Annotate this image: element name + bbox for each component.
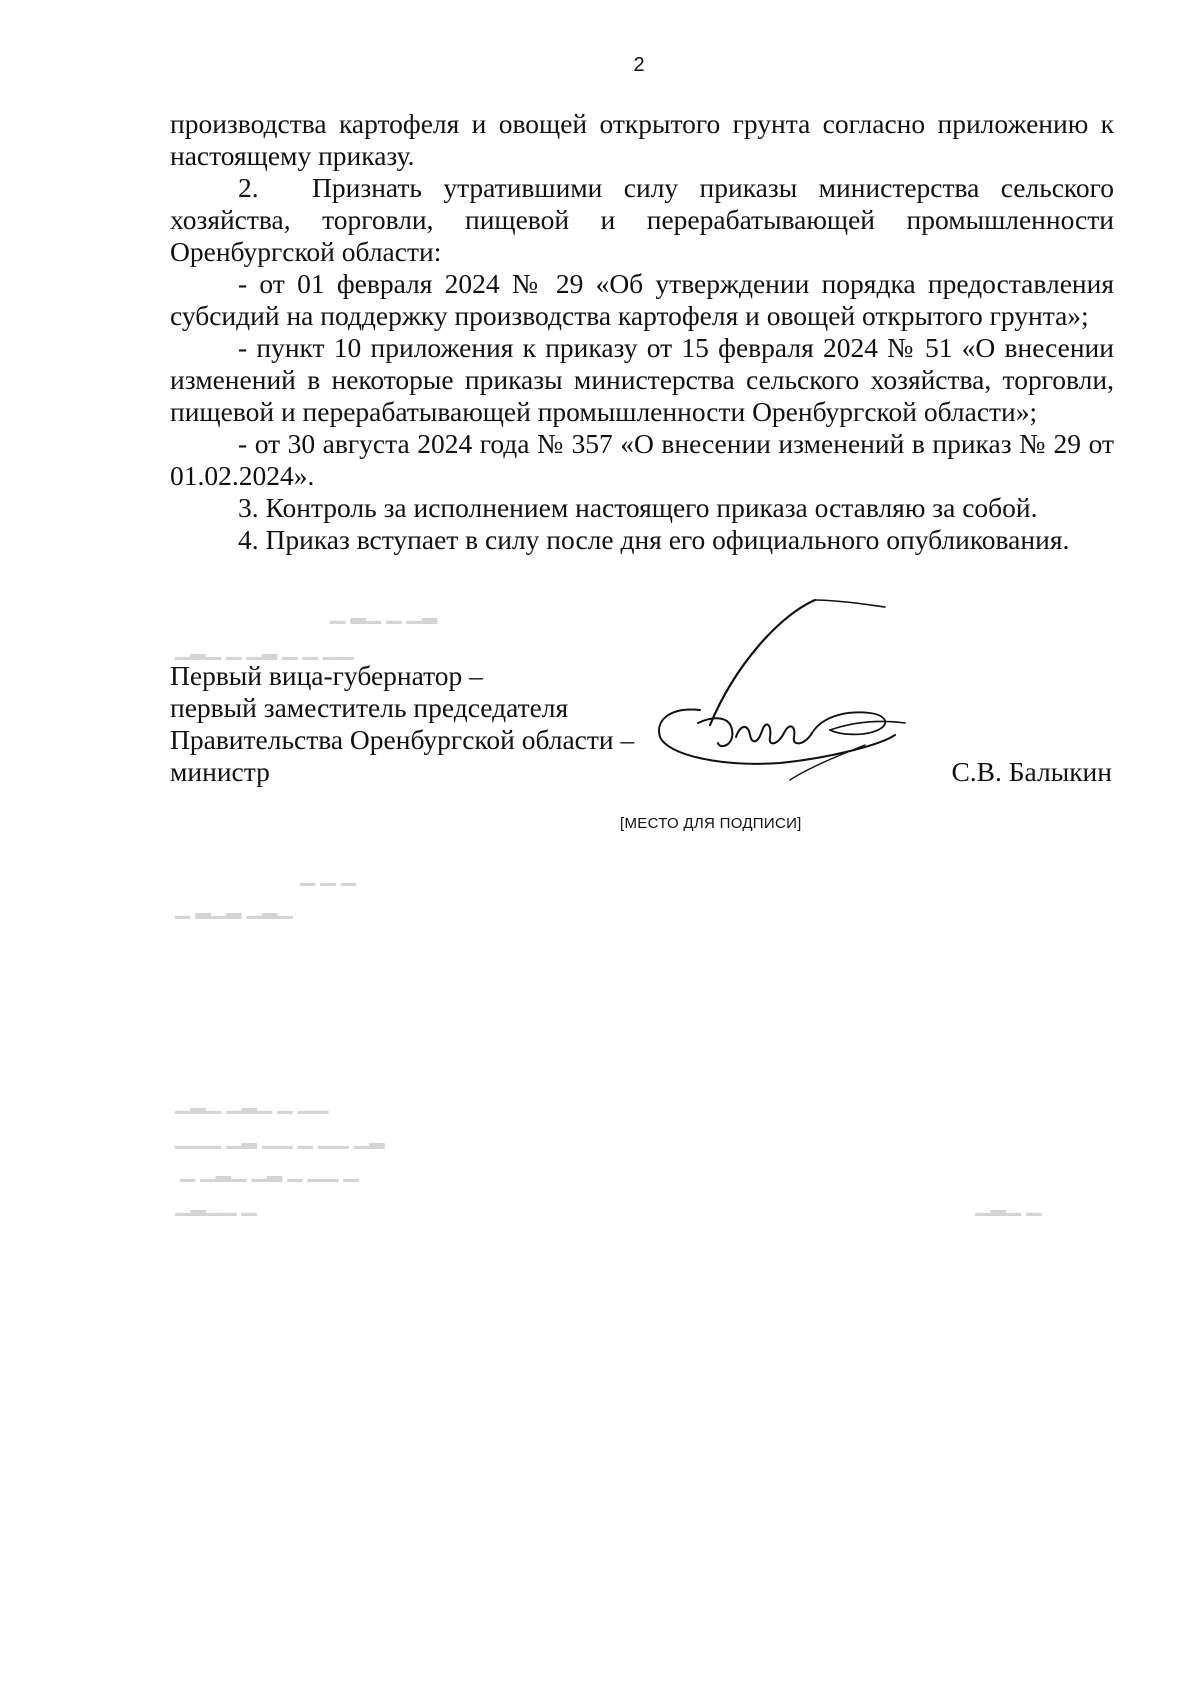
- signatory-title-line-2: первый заместитель председателя: [170, 692, 569, 723]
- item-2-text: Признать утратившими силу приказы министерства сельского хозяйства, торговли, пищевой и перерабатывающей промышленности Оренбургской области:: [170, 172, 1114, 267]
- signatory-title-line-3: Правительства Оренбургской области –: [170, 724, 635, 755]
- paragraph-item-2: [170, 172, 1114, 268]
- signature-placeholder: [МЕСТО ДЛЯ ПОДПИСИ]: [620, 815, 802, 832]
- bleed-through-mark: ▁ ▁▂▁ ▁▂ ▁ ▁▁ ▁: [180, 1160, 359, 1182]
- paragraph-continuation: производства картофеля и овощей открытого грунта согласно приложению к настоящему приказу.: [170, 108, 1114, 171]
- paragraph-item-4: 4. Приказ вступает в силу после дня его официального опубликования.: [238, 524, 1070, 555]
- page-number: 2: [633, 54, 645, 76]
- paragraph-sub-1: - от 01 февраля 2024 № 29 «Об утверждении порядка предоставления субсидий на поддержку производства картофеля и овощей открытого грунта»;: [170, 268, 1114, 331]
- paragraph-sub-3: - от 30 августа 2024 года № 357 «О внесении изменений в приказ № 29 от 01.02.2024».: [170, 428, 1114, 491]
- signatory-title-block: [170, 660, 634, 788]
- bleed-through-mark: ▁▁▁ ▁▂ ▁▁ ▁ ▁▁ ▁▂: [175, 1127, 385, 1149]
- bleed-through-mark: ▁ ▁ ▁: [300, 864, 357, 886]
- bleed-through-mark: ▁▂▁ ▁ ▁▂ ▁ ▁ ▁▁: [175, 638, 354, 660]
- bleed-through-mark: ▁▂▁ ▁▂▁ ▁ ▁▁: [175, 1092, 329, 1114]
- bleed-through-mark: ▁▂▁▁ ▁: [175, 1194, 257, 1216]
- item-2-number: 2.: [238, 172, 259, 203]
- paragraph-sub-2: - пункт 10 приложения к приказу от 15 февраля 2024 № 51 «О внесении изменений в некоторые приказы министерства сельского хозяйства, торговли, пищевой и перерабатывающей промышленности Оренбургской области»;: [170, 332, 1114, 427]
- handwritten-signature: [640, 595, 940, 795]
- bleed-through-mark: ▁▂▁ ▁: [975, 1194, 1042, 1216]
- signatory-title-line-4: министр: [170, 756, 270, 787]
- bleed-through-mark: ▁ ▂▁ ▁ ▁▂: [330, 602, 438, 624]
- signer-name: С.В. Балыкин: [951, 756, 1112, 787]
- bleed-through-mark: ▁ ▂▁▂ ▁▂▁: [175, 897, 293, 919]
- order-body: [170, 108, 1114, 556]
- signatory-title-line-1: Первый вица-губернатор –: [170, 660, 483, 691]
- paragraph-item-3: 3. Контроль за исполнением настоящего приказа оставляю за собой.: [238, 492, 1038, 523]
